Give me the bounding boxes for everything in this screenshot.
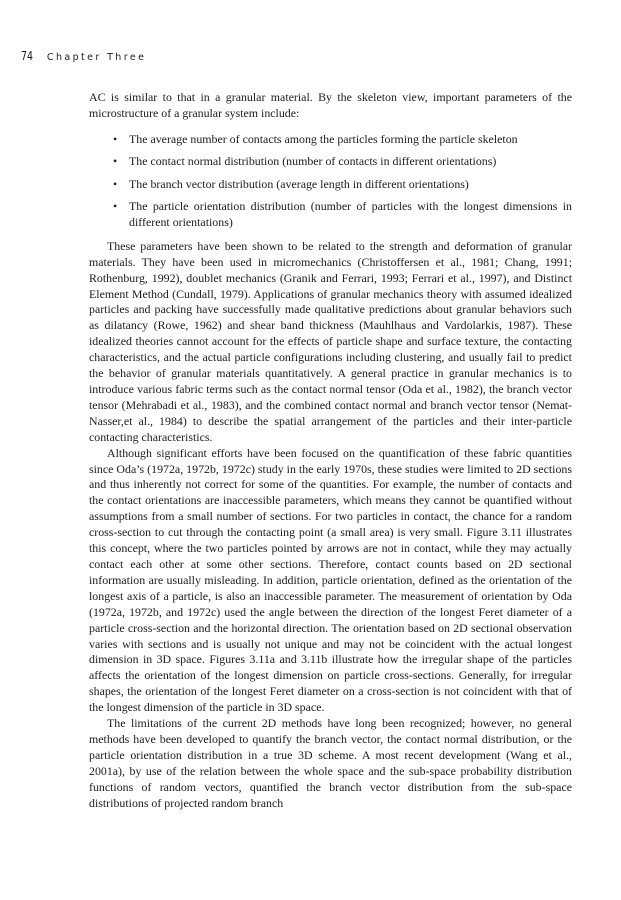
paragraph: Although significant efforts have been focused on the quantification of these fabric quantities since Oda’s (1972a, 1972b, 1972c) study in the early 1970s, these studies were limited to 2D sections and thus inherently not correct for some of the quantities. For example, the number of contacts and the contact orientations are inaccessible parameters, which means they cannot be quantified without assumptions from a small number of sections. For two particles in contact, the chance for a random cross-section to cut through the contacting point (a small area) is very small. Figure 3.11 illustrates this concept, where the two particles pointed by arrows are not in contact, while they may actually contact each other at some other sections. Therefore, contact counts based on 2D sectional information are usually misleading. In addition, particle orientation, defined as the orientation of the longest axis of a particle, is also an inaccessible parameter. The measurement of orientation by Oda (1972a, 1972b, and 1972c) used the angle between the direction of the longest Feret diameter of a particle cross-section and the horizontal direction. The orientation based on 2D sectional observation varies with sections and is usually not unique and may not be coincident with the actual longest dimension in 3D space. Figures 3.11a and 3.11b illustrate how the irregular shape of the particles affects the orientation of the longest dimension on particle cross-sections. Generally, for irregular shapes, the orientation of the longest Feret diameter on a cross-section is not coincident with that of the longest dimension of the particle in 3D space. <box>89 445 572 715</box>
list-item <box>113 154 572 170</box>
paragraph: These parameters have been shown to be related to the strength and deformation of granular materials. They have been used in micromechanics (Christoffersen et al., 1981; Chang, 1991; Rothenburg, 1992), doublet mechanics (Granik and Ferrari, 1993; Ferrari et al., 1997), and Distinct Element Method (Cundall, 1979). Applications of granular mechanics theory with assumed idealized particles and packing have successfully made qualitative predictions about granular behaviors such as dilatancy (Rowe, 1962) and shear band thickness (Mauhlhaus and Vardolarkis, 1987). These idealized theories cannot account for the effects of particle shape and surface texture, the contacting characteristics, and the actual particle configurations including clustering, and usually fail to predict the behavior of granular materials quantitatively. A general practice in granular mechanics is to introduce various fabric terms such as the contact normal tensor (Oda et al., 1982), the branch vector tensor (Mehrabadi et al., 1983), and the combined contact normal and branch vector tensor (Nemat-Nasser,et al., 1984) to describe the spatial arrangement of the particles and their inter-particle contacting characteristics. <box>89 238 572 444</box>
list-item-text: The particle orientation distribution (number of particles with the longest dimensions in different orientations) <box>129 199 572 229</box>
list-item-text: The average number of contacts among the particles forming the particle skeleton <box>129 131 518 146</box>
paragraph: The limitations of the current 2D methods have long been recognized; however, no general methods have been developed to quantify the branch vector, the contact normal distribution, or the particle orientation distribution in a true 3D scheme. A most recent development (Wang et al., 2001a), by use of the relation between the whole space and the sub-space probability distribution functions of random vectors, quantified the branch vector distribution from the sub-space distributions of projected random branch <box>89 716 572 810</box>
list-item <box>113 199 572 231</box>
bullet-icon: • <box>113 154 118 169</box>
running-header <box>21 48 146 64</box>
list-item-text: The contact normal distribution (number of contacts in different orientations) <box>129 154 497 169</box>
parameter-list <box>89 132 572 231</box>
bullet-icon: • <box>113 176 118 191</box>
list-item-text: The branch vector distribution (average length in different orientations) <box>129 176 469 191</box>
intro-paragraph: AC is similar to that in a granular material. By the skeleton view, important parameters of the microstructure of a granular system include: <box>89 90 572 120</box>
bullet-icon: • <box>113 199 118 214</box>
list-item <box>113 132 572 148</box>
page-number: 74 <box>21 48 33 63</box>
chapter-title: Chapter Three <box>46 52 147 63</box>
bullet-icon: • <box>113 131 118 146</box>
list-item <box>113 177 572 193</box>
body-text <box>89 90 572 811</box>
